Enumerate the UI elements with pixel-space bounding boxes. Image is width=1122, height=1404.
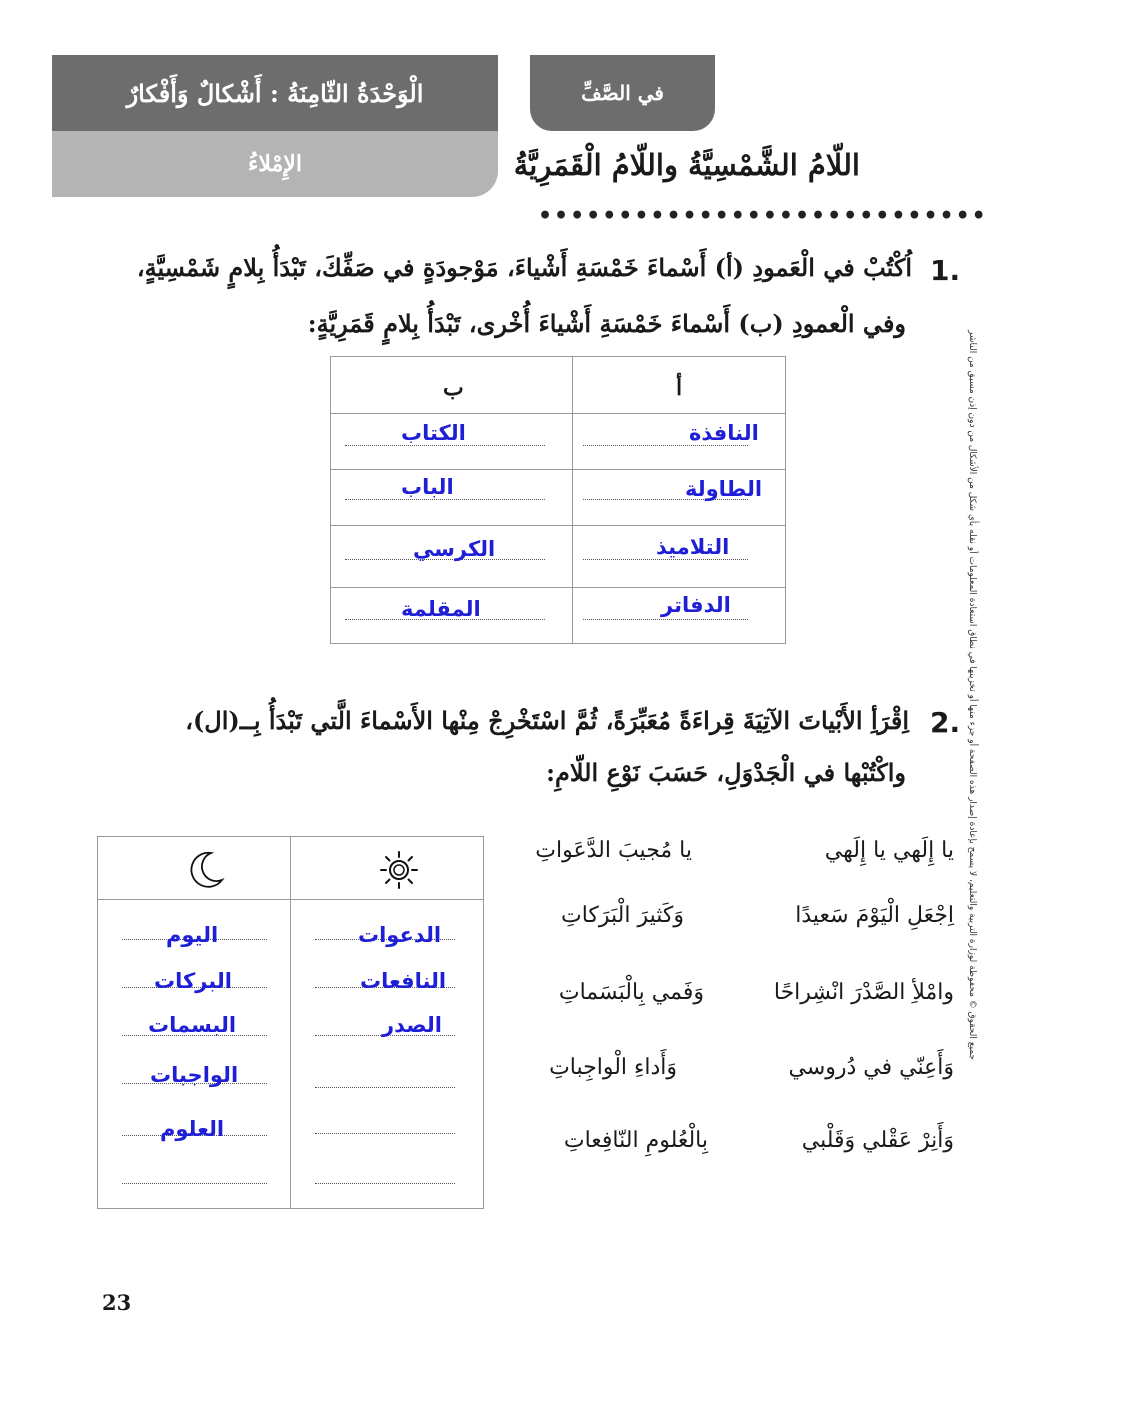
sun-answer: الصدر [382,1013,442,1037]
answer-line [583,559,748,560]
unit-title-banner [52,55,498,131]
unit-title: الْوَحْدَةُ الثّامِنَةُ : أَشْكالٌ وَأَفْكارٌ [126,78,424,108]
table-divider [331,469,785,470]
table-divider [331,587,785,588]
question-1-table [330,356,786,644]
lesson-title: اللّامُ الشَّمْسِيَّةُ واللّامُ الْقَمَرِيَّةُ [513,148,860,182]
question-2-number: 2. [930,706,961,739]
poem-verse-left: وَأَداءِ الْواجِباتِ [549,1055,677,1080]
poem-verse-left: يا مُجيبَ الدَّعَواتِ [535,838,692,863]
sun-answer: النافعات [360,969,447,993]
column-a-answer: الطاولة [685,477,763,501]
question-2-line-1: اِقْرَأِ الأَبْياتَ الآتِيَةَ قِراءَةً مُعَبِّرَةً، ثُمَّ اسْتَخْرِجْ مِنْها الأَسْماءَ الَّتي تَبْدَأُ بِــ(ال)، [185,706,909,735]
question-2-line-2: واكْتُبْها في الْجَدْوَلِ، حَسَبَ نَوْعِ اللّامِ: [546,758,906,787]
question-1-line-2: وفي الْعمودِ (ب) أَسْماءَ خَمْسَةِ أَشْياءَ أُخْرى، تَبْدَأُ بِلامٍ قَمَرِيَّةٍ: [307,309,906,338]
sun-icon [374,848,424,892]
question-1-number: 1. [930,254,961,287]
question-2-table [97,836,484,1209]
copyright-note: جميع الحقوق © محفوظة لوزارة التربية والتعليم، لا يسمح بإعادة إصدار هذه الصفحة أو جزء منها أو تخزينها في نطاق استعادة المعلومات أو نقله بأي شكل من الأشكال من دون إذن مسبق من الناشر [967,330,977,1060]
answer-line [315,1183,455,1184]
answer-line [345,445,545,446]
answer-line [583,445,748,446]
answer-line [315,1087,455,1088]
column-a-header: أ [676,375,683,401]
moon-answer: اليوم [166,923,219,947]
answer-line [122,1183,267,1184]
moon-answer: البركات [154,969,232,993]
class-tag [530,55,715,131]
column-b-answer: الكتاب [401,421,466,445]
column-a-answer: الدفاتر [661,593,731,617]
poem-verse-left: بِالْعُلومِ النّافِعاتِ [563,1128,708,1153]
moon-answer: الواجبات [150,1063,239,1087]
poem-verse-right: وامْلأِ الصَّدْرَ انْشِراحًا [773,980,954,1005]
sun-answer: الدعوات [358,923,442,947]
column-b-answer: الكرسي [413,537,496,561]
subject-label: الإِمْلاءُ [248,151,302,177]
page-number: 23 [102,1290,132,1315]
column-b-answer: الباب [401,475,454,499]
title-dotted-divider: •••••••••••••••••••••••••••• [538,203,988,229]
column-a-answer: التلاميذ [656,535,730,559]
column-a-answer: النافذة [689,421,759,445]
answer-line [315,1133,455,1134]
table-divider [290,837,291,1208]
table-divider [331,413,785,414]
column-b-header: ب [443,375,464,401]
answer-line [583,619,748,620]
moon-answer: البسمات [148,1013,237,1037]
moon-answer: العلوم [160,1117,225,1141]
subject-banner [52,131,498,197]
poem-verse-left: وَفَمي بِالْبَسَماتِ [558,980,704,1005]
class-tag-label: في الصَّفِّ [581,81,664,105]
poem-verse-right: وَأَنِرْ عَقْلي وَقَلْبي [801,1128,954,1153]
poem-verse-right: وَأَعِنّي في دُروسي [788,1055,954,1080]
poem-verse-right: اِجْعَلِ الْيَوْمَ سَعيدًا [795,903,954,928]
table-divider [572,357,573,643]
table-divider [331,525,785,526]
question-1-line-1: اُكْتُبْ في الْعَمودِ (أ) أَسْماءَ خَمْسَةِ أَشْياءَ، مَوْجودَةٍ في صَفِّكَ، تَبْدَأُ بِلامٍ شَمْسِيَّةٍ، [136,253,912,282]
poem-verse-left: وَكَثيرَ الْبَرَكاتِ [561,903,684,928]
poem-verse-right: يا إِلَهي يا إِلَهي [824,838,954,863]
table-divider [98,899,483,900]
answer-line [345,499,545,500]
column-b-answer: المقلمة [401,597,481,621]
crescent-moon-icon [181,847,227,893]
